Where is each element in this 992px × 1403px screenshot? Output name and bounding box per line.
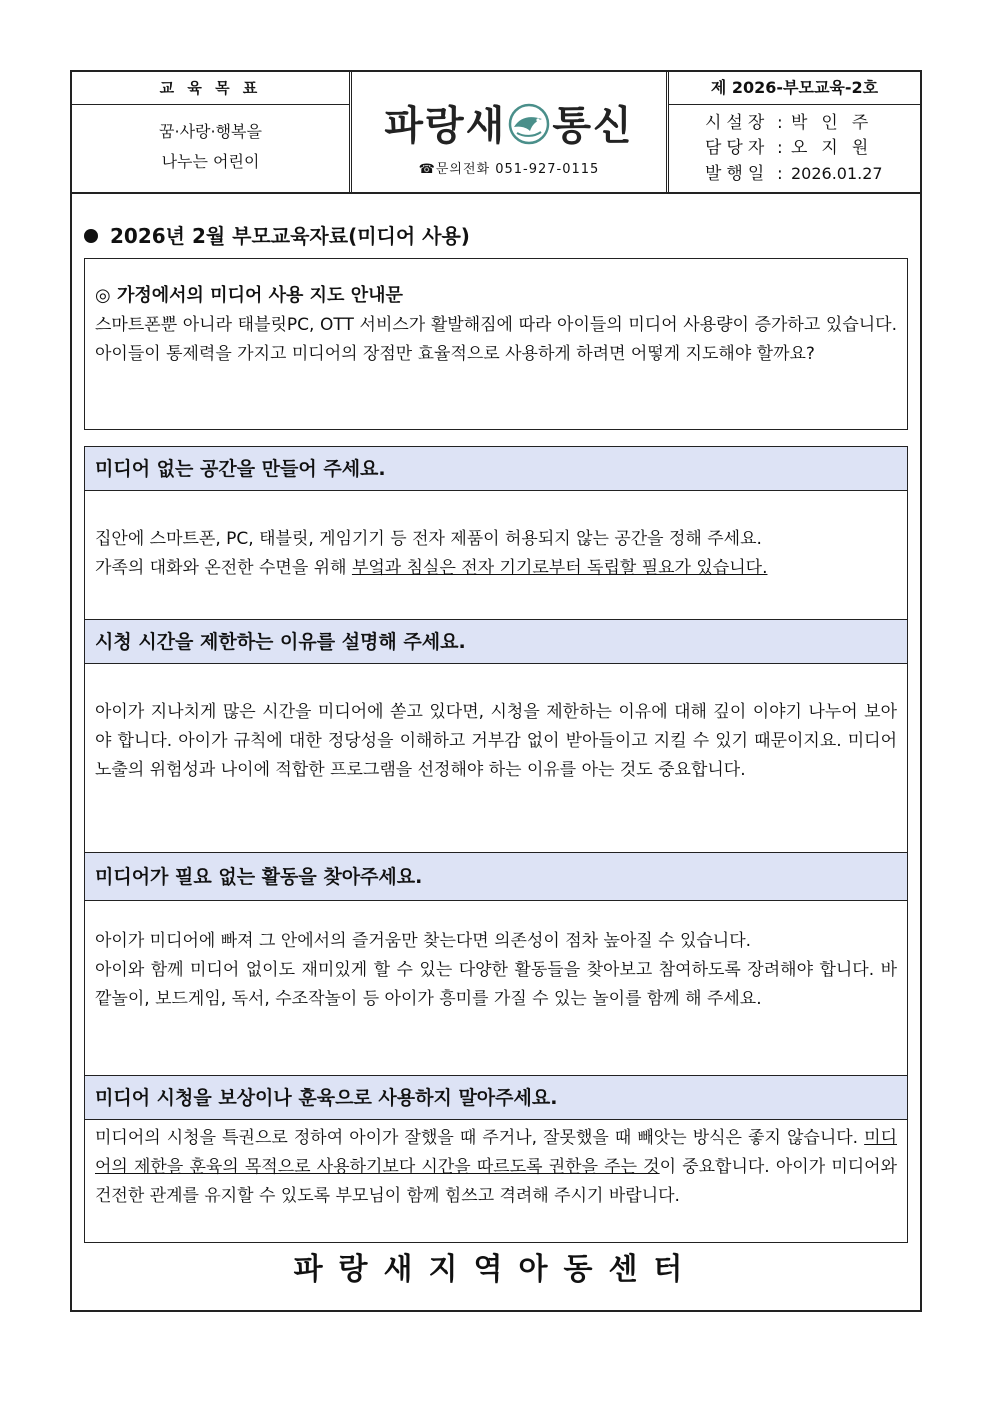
issue-number: 제 2026-부모교육-2호 — [669, 72, 920, 105]
section-heading: 미디어 없는 공간을 만들어 주세요. — [85, 447, 907, 491]
title-cell — [352, 72, 669, 192]
section-heading: 미디어 시청을 보상이나 훈육으로 사용하지 말아주세요. — [85, 1076, 907, 1120]
section-body — [85, 901, 907, 1014]
info-value: 박인주 — [791, 113, 883, 133]
goal-line-2: 나누는 어린이 — [161, 152, 260, 171]
section-line: 가족의 대화와 온전한 수면을 위해 부엌과 침실은 전자 기기로부터 독립할 필요가 있습니다. — [95, 558, 768, 578]
main-title — [84, 220, 470, 249]
section-line: 아이가 미디어에 빠져 그 안에서의 즐거움만 찾는다면 의존성이 점차 높아질 수 있습니다. — [95, 931, 752, 951]
info-value: 오지원 — [791, 138, 883, 158]
bluebird-logo-icon — [508, 103, 550, 145]
title-part-2: 통신 — [552, 103, 634, 149]
goal-line-1: 꿈·사랑·행복을 — [159, 122, 262, 141]
intro-text: 스마트폰뿐 아니라 태블릿PC, OTT 서비스가 활발해짐에 따라 아이들의 미디어 사용량이 증가하고 있습니다. 아이들이 통제력을 가지고 미디어의 장점만 효율적으로 사용하게 하려면 어떻게 지도해야 할까요? — [95, 315, 897, 364]
section-limit-viewing-time — [84, 619, 908, 853]
staff-info — [669, 105, 920, 187]
center-name-footer: 파랑새지역아동센터 — [293, 1252, 699, 1287]
phone-icon: ☎ — [418, 162, 436, 177]
section-body — [85, 491, 907, 583]
underlined-text: 미디어의 제한을 훈육의 목적으로 사용하기보다 시간을 따르도록 권한을 주는 것 — [95, 1128, 897, 1177]
underlined-text: 부엌과 침실은 전자 기기로부터 독립할 필요가 있습니다. — [351, 558, 768, 578]
goal-label: 교 육 목 표 — [72, 72, 349, 105]
section-heading: 시청 시간을 제한하는 이유를 설명해 주세요. — [85, 620, 907, 664]
phone-text: 문의전화 051-927-0115 — [435, 162, 600, 177]
bullet-dot-icon — [84, 229, 98, 243]
section-media-free-activities — [84, 852, 908, 1076]
info-key: 시설장 — [705, 113, 770, 133]
newsletter-header — [72, 72, 920, 194]
info-value: 2026.01.27 — [791, 164, 883, 183]
info-row-director: 시설장 : 박인주 — [705, 111, 920, 136]
info-row-manager: 담당자 : 오지원 — [705, 136, 920, 161]
info-key: 발행일 — [705, 164, 770, 184]
issue-info-cell — [669, 72, 920, 192]
info-row-date: 발행일 : 2026.01.27 — [705, 161, 920, 187]
newsletter-page — [70, 70, 922, 1312]
section-media-free-space — [84, 446, 908, 620]
goal-text — [72, 105, 349, 177]
info-key: 담당자 — [705, 138, 770, 158]
section-body: 미디어의 시청을 특권으로 정하여 아이가 잘했을 때 주거나, 잘못했을 때 빼앗는 방식은 좋지 않습니다. 미디어의 제한을 훈육의 목적으로 사용하기보다 시간을 따르도록 권한을 주는 것이 중요합니다. 아이가 미디어와 건전한 관계를 유지할 수 있도록 부모님이 함께 힘쓰고 격려해 주시기 바랍니다. — [95, 1128, 898, 1206]
newsletter-title — [352, 94, 666, 151]
education-goal-cell — [72, 72, 352, 192]
section-line: 집안에 스마트폰, PC, 태블릿, 게임기기 등 전자 제품이 허용되지 않는 공간을 정해 주세요. — [95, 529, 762, 549]
section-line: 아이와 함께 미디어 없이도 재미있게 할 수 있는 다양한 활동들을 찾아보고 참여하도록 장려해야 합니다. 바깥놀이, 보드게임, 독서, 수조작놀이 등 아이가 흥미를 가질 수 있는 놀이를 함께 해 주세요. — [95, 960, 897, 1009]
title-part-1: 파랑새 — [384, 103, 507, 149]
section-no-reward-discipline — [84, 1075, 908, 1243]
section-body: 아이가 지나치게 많은 시간을 미디어에 쏟고 있다면, 시청을 제한하는 이유에 대해 깊이 이야기 나누어 보아야 합니다. 아이가 규칙에 대한 정당성을 이해하고 거부감 없이 받아들이고 지킬 수 있기 때문이지요. 미디어 노출의 위험성과 나이에 적합한 프로그램을 선정해야 하는 이유를 아는 것도 중요합니다. — [95, 702, 897, 780]
intro-heading: ◎ 가정에서의 미디어 사용 지도 안내문 — [95, 285, 403, 306]
section-heading: 미디어가 필요 없는 활동을 찾아주세요. — [85, 853, 907, 901]
contact-phone — [352, 158, 666, 177]
main-title-text: 2026년 2월 부모교육자료(미디어 사용) — [110, 224, 470, 248]
intro-box — [84, 258, 908, 430]
